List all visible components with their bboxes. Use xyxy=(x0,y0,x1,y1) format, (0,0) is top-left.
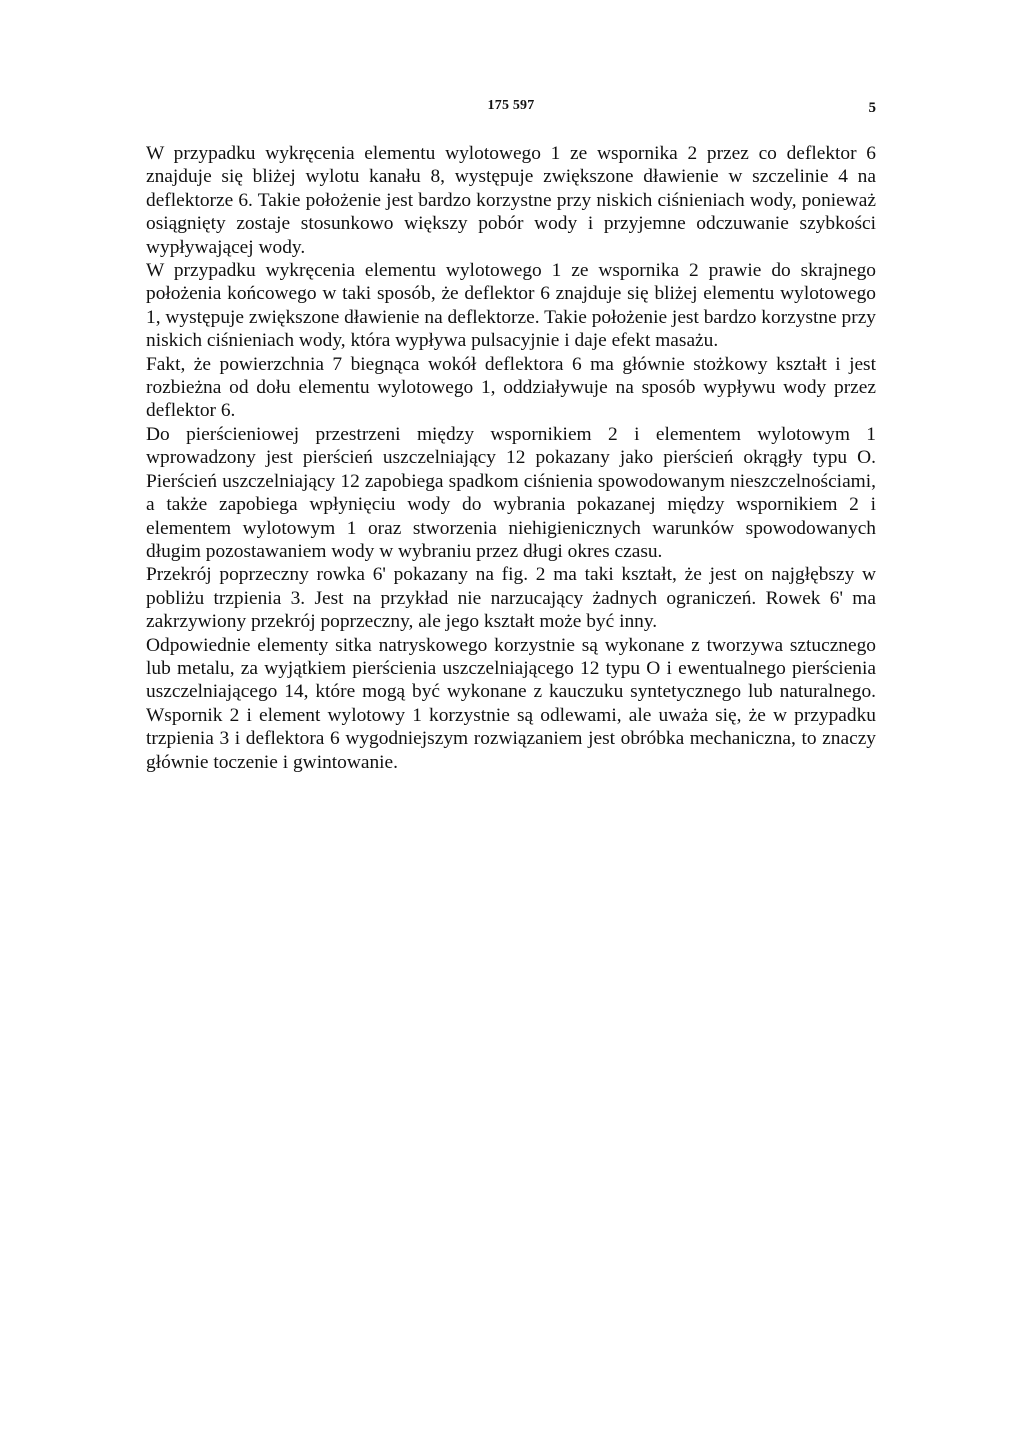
paragraph-5: Przekrój poprzeczny rowka 6' pokazany na fig. 2 ma taki kształt, że jest on najgłębszy w pobliżu trzpienia 3. Jest na przykład nie narzucający żadnych ograniczeń. Rowek 6' ma zakrzywiony przekrój poprzeczny, ale jego kształt może być inny. xyxy=(146,564,876,633)
paragraph-2: W przypadku wykręcenia elementu wylotowego 1 ze wspornika 2 prawie do skrajnego położenia końcowego w taki sposób, że deflektor 6 znajduje się bliżej elementu wylotowego 1, występuje zwiększone dławienie na deflektorze. Takie położenie jest bardzo korzystne przy niskich ciśnieniach wody, która wypływa pulsacyjnie i daje efekt masażu. xyxy=(146,260,876,352)
page-number: 5 xyxy=(868,100,876,116)
paragraph-3: Fakt, że powierzchnia 7 biegnąca wokół deflektora 6 ma głównie stożkowy kształt i jest rozbieżna od dołu elementu wylotowego 1, oddziaływuje na sposób wypływu wody przez deflektor 6. xyxy=(146,353,876,422)
paragraph-1: W przypadku wykręcenia elementu wylotowego 1 ze wspornika 2 przez co deflektor 6 znajduje się bliżej wylotu kanału 8, występuje zwiększone dławienie w szczelinie 4 na deflektorze 6. Takie położenie jest bardzo korzystne przy niskich ciśnieniach wody, ponieważ osiągnięty zostaje stosunkowo większy pobór wody i przyjemne odczuwanie szybkości wypływającej wody. xyxy=(146,143,876,258)
paragraph-6: Odpowiednie elementy sitka natryskowego korzystnie są wykonane z tworzywa sztucznego lub metalu, za wyjątkiem pierścienia uszczelniającego 12 typu O i ewentualnego pierścienia uszczelniającego 14, które mogą być wykonane z kauczuku syntetycznego lub naturalnego. Wspornik 2 i element wylotowy 1 korzystnie są odlewami, ale uważa się, że w przypadku trzpienia 3 i deflektora 6 wygodniejszym rozwiązaniem jest obróbka mechaniczna, to znaczy głównie toczenie i gwintowanie. xyxy=(146,634,876,773)
page-header xyxy=(146,98,876,122)
document-number: 175 597 xyxy=(487,98,535,113)
body-text xyxy=(146,142,876,774)
paragraph-4: Do pierścieniowej przestrzeni między wspornikiem 2 i elementem wylotowym 1 wprowadzony jest pierścień uszczelniający 12 pokazany jako pierścień okrągły typu O. Pierścień uszczelniający 12 zapobiega spadkom ciśnienia spowodowanym nieszczelnościami, a także zapobiega wpłynięciu wody do wybrania pokazanej między wspornikiem 2 i elementem wylotowym 1 oraz stworzenia niehigienicznych warunków spowodowanych długim pozostawaniem wody w wybraniu przez długi okres czasu. xyxy=(146,423,876,562)
